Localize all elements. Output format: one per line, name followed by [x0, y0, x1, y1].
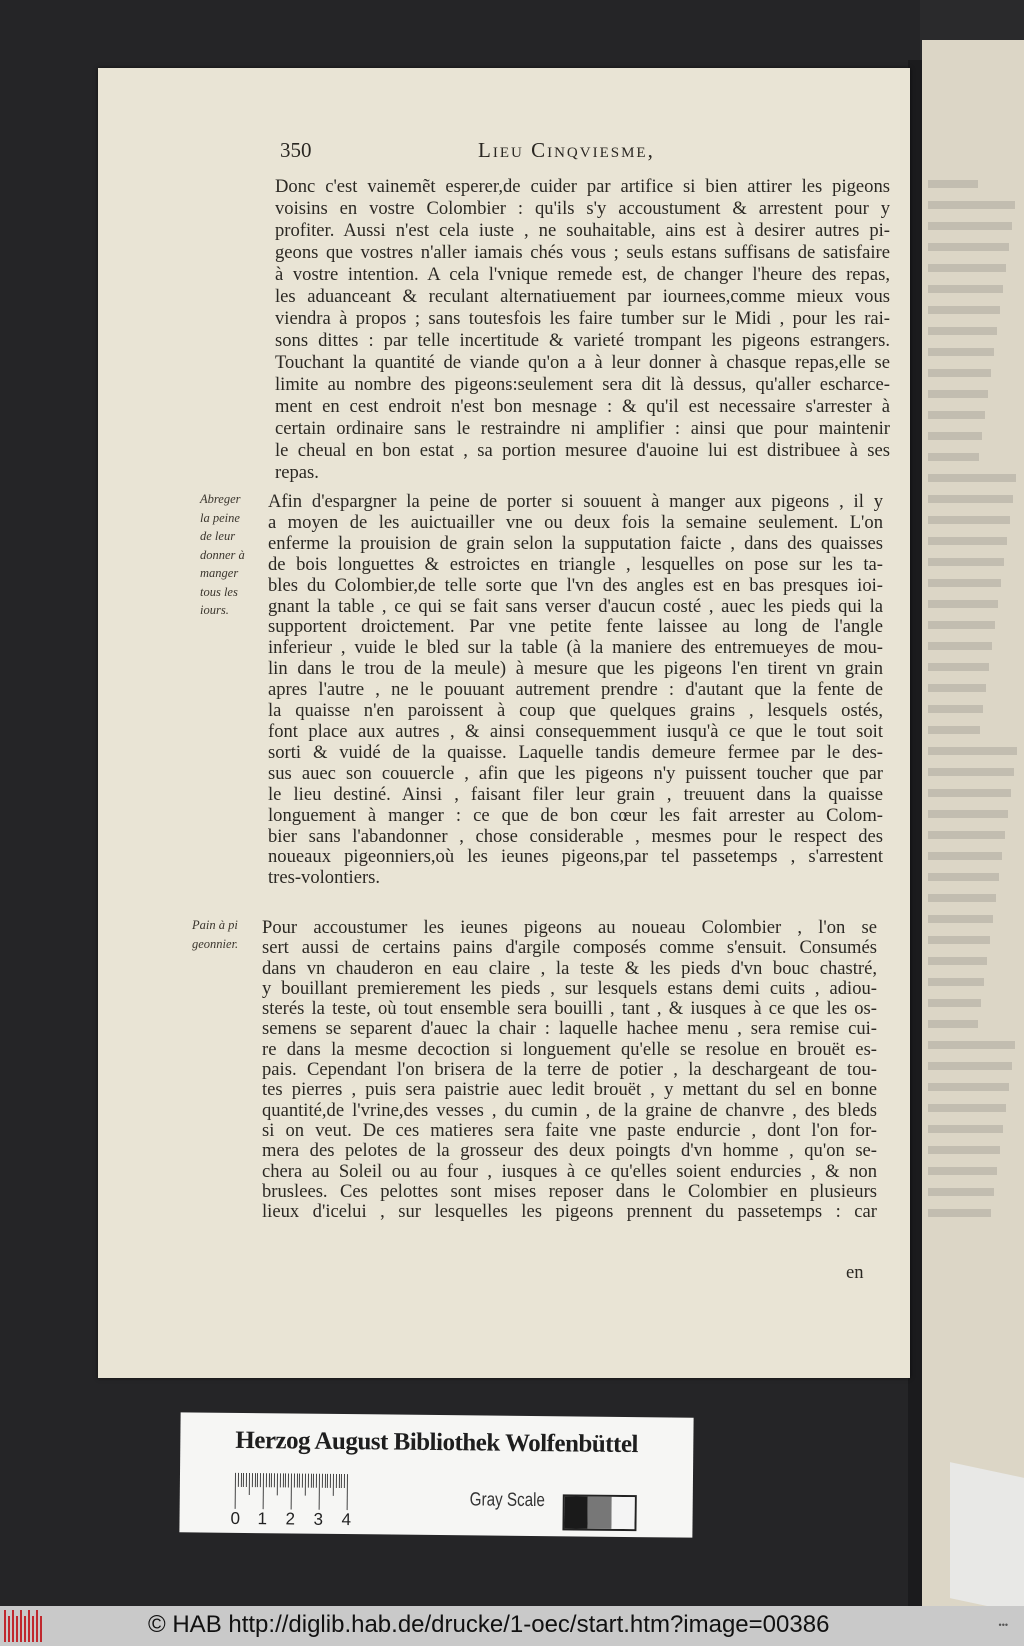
ruler-tick	[330, 1474, 331, 1488]
ruler-tick	[249, 1473, 250, 1495]
ruler-tick	[324, 1474, 325, 1488]
ruler-tick	[344, 1474, 345, 1488]
text-line: de bois longuettes & estroictes en triangle , lesquelles on pose sur les ta-	[268, 554, 883, 575]
ruler-tick	[291, 1473, 292, 1509]
marginal-note-line: iours.	[200, 603, 229, 617]
copyright-link[interactable]: © HAB http://diglib.hab.de/drucke/1-oec/start.htm?image=00386	[148, 1611, 830, 1638]
text-line: tes pierres , puis sera paistrie auec ledit brouët , y mettant du sel en bonne	[262, 1080, 877, 1101]
ruler-tick	[310, 1474, 311, 1488]
text-line: supportent droictement. Par vne petite fente laissee au long de l'angle	[268, 617, 883, 638]
ruler-tick	[302, 1474, 303, 1488]
text-line: bruslees. Ces pelottes sont mises reposer dans le Colombier en plusieurs	[262, 1181, 877, 1202]
ruler-tick	[285, 1473, 286, 1487]
text-line: sert aussi de certains pains d'argile composés comme s'ensuit. Consumés	[262, 938, 877, 959]
ruler-tick	[277, 1473, 278, 1495]
marginal-note-line: manger	[200, 566, 239, 580]
text-line: chera au Soleil ou au four , iusques à ce qu'elles soient endurcies , & non	[262, 1161, 877, 1182]
ruler-tick	[327, 1474, 328, 1488]
text-line: apres l'autre , ne le pouuant autrement prendre : d'autant que la fente de	[268, 680, 883, 701]
text-line: limite au nombre des pigeons:seulement sera dit là dessus, qu'aller escharce-	[275, 374, 890, 395]
ruler-tick	[336, 1474, 337, 1488]
text-line: mera des pelotes de la grosseur des deux poingts d'vn homme , qu'on se-	[262, 1141, 877, 1162]
text-line: sorti & vuidé de la quaisse. Laquelle tandis demeure fermee par le des-	[268, 742, 883, 763]
ruler-tick	[347, 1474, 348, 1510]
scale-ruler	[235, 1473, 347, 1510]
marginal-note-line: donner à	[200, 547, 245, 562]
gray-scale-label: Gray Scale	[469, 1489, 546, 1512]
ruler-tick	[240, 1473, 241, 1487]
text-line: bier sans l'abandonner , chose considerable , mesmes pour le respect des	[268, 826, 883, 847]
text-line: la quaisse n'en paroissent à coup que quelques grains , lesquels ostés,	[268, 701, 883, 722]
ruler-tick	[252, 1473, 253, 1487]
paragraph	[275, 176, 890, 484]
ruler-tick	[257, 1473, 258, 1487]
text-line: bles du Colombier,de telle sorte que l'vn des angles est en bas presques ioi-	[268, 575, 883, 596]
page-number: 350	[280, 138, 312, 162]
paragraph	[262, 918, 877, 1222]
ruler-tick	[313, 1474, 314, 1488]
ruler-tick	[288, 1473, 289, 1487]
facing-page-edge	[922, 40, 1024, 1606]
text-line: Pour accoustumer les ieunes pigeons au noueau Colombier , l'on se	[262, 918, 877, 938]
ruler-tick	[268, 1473, 269, 1487]
hab-logo-icon	[4, 1610, 46, 1642]
text-line: gnant la table , ce qui se fait sans verser d'aucun costé , auec les pieds qui la	[268, 596, 883, 617]
marginal-note	[192, 916, 238, 953]
ruler-tick	[333, 1474, 334, 1496]
marginal-note-line: Abreger	[200, 492, 241, 506]
text-line: à vostre intention. A cela l'vnique remede est, de changer l'heure des repas,	[275, 264, 890, 285]
ruler-tick	[238, 1473, 239, 1487]
text-line: repas.	[275, 462, 319, 483]
ruler-tick	[274, 1473, 275, 1487]
ruler-tick	[341, 1474, 342, 1488]
text-line: geons que vostres n'aller iamais chés vous ; seuls estans suffisans de satisfaire	[275, 242, 890, 263]
text-line: sterés la teste, où tout ensemble sera bouilli , tant , & iusques à ce que les os-	[262, 999, 877, 1020]
ruler-tick	[260, 1473, 261, 1487]
text-line: certain ordinaire sans le restraindre ni amplifier : ainsi que pour maintenir	[275, 418, 890, 439]
ruler-label: 4	[341, 1510, 352, 1530]
text-line: y bouillant premierement les pieds , sur lesquels estans demi cuits , adiou-	[262, 978, 877, 999]
marginal-note	[200, 490, 245, 620]
text-line: dans vn chauderon en eau claire , la teste & les pieds d'vn bouc chastré,	[262, 958, 877, 979]
ruler-tick	[305, 1474, 306, 1496]
text-line: inferieur , vuide le bled sur la table (à la maniere des entremueyes de mou-	[268, 638, 883, 659]
gray-scale-swatch	[562, 1494, 636, 1531]
text-line: le lieu destiné. Ainsi , faisant filer leur grain , treuuent dans la quaisse	[268, 784, 883, 805]
text-line: a moyen de les auictuailler vne ou deux fois la semaine seulement. L'on	[268, 512, 883, 533]
paragraph	[268, 492, 883, 889]
text-line: font place aux autres , & ainsi consequemment iusqu'à ce que le tout soit	[268, 721, 883, 742]
ruler-tick	[294, 1474, 295, 1488]
book-gutter	[908, 60, 922, 1606]
ruler-tick	[308, 1474, 309, 1488]
ruler-tick	[296, 1474, 297, 1488]
ruler-tick	[235, 1473, 236, 1509]
ruler-tick	[254, 1473, 255, 1487]
ruler-tick	[266, 1473, 267, 1487]
running-head: Lieu Cinqviesme,	[478, 138, 655, 162]
text-line: longuement à manger : ce que de bon cœur les fait arrester au Colom-	[268, 805, 883, 826]
text-line: re dans la mesme decoction si longuement qu'elle se resolue en brouët es-	[262, 1039, 877, 1060]
ruler-tick	[243, 1473, 244, 1487]
ruler-tick	[338, 1474, 339, 1488]
text-line: noueaux pigeonniers,où les ieunes pigeons,par tel passetemps , s'arrestent	[268, 847, 883, 868]
text-line: les aduanceant & reculant alternatiuement par iournees,comme mieux vous	[275, 286, 890, 307]
text-line: sons dittes : par telle incertitude & varieté trompant les pigeons estrangers.	[275, 330, 890, 351]
color-calibration-card	[179, 1412, 693, 1537]
footer-bar	[0, 1606, 1024, 1646]
text-line: pais. Cependant l'on brisera de la terre de potier , la deschargeant de tou-	[262, 1060, 877, 1081]
ruler-tick	[316, 1474, 317, 1488]
text-line: lieux d'icelui , sur lesquelles les pigeons prennent du passetemps : car	[262, 1202, 877, 1223]
text-line: sus auec son couuercle , afin que les pigeons n'y puissent toucher que par	[268, 763, 883, 784]
marginal-note-line: de leur	[200, 529, 236, 543]
catchword: en	[846, 1262, 864, 1283]
facing-color-card	[950, 1462, 1024, 1614]
text-line: voisins en vostre Colombier : qu'ils s'y accoustument & arrestent pour y	[275, 198, 890, 219]
text-line: si on veut. De ces matieres sera faite vne paste endurcie , dont l'on for-	[262, 1120, 877, 1141]
text-line: Afin d'espargner la peine de porter si souuent à manger aux pigeons , il y	[268, 492, 883, 512]
text-line: lin dans le trou de la meule) à mesure que les pigeons l'en tirent vn grain	[268, 659, 883, 680]
ruler-tick	[319, 1474, 320, 1510]
ruler-tick	[299, 1474, 300, 1488]
ruler-label: 3	[313, 1509, 324, 1529]
text-line: quantité,de l'vrine,des vesses , du cumin , de la graine de chanvre , des bleds	[262, 1100, 877, 1121]
text-line: Donc c'est vainemẽt esperer,de cuider par artifice si bien attirer les pigeons	[275, 176, 890, 197]
marginal-note-line: tous les	[200, 584, 238, 599]
library-name: Herzog August Bibliothek Wolfenbüttel	[235, 1426, 639, 1459]
marginal-note-line: geonnier.	[192, 936, 239, 951]
ruler-tick	[271, 1473, 272, 1487]
ruler-tick	[280, 1473, 281, 1487]
marginal-note-line: la peine	[200, 510, 240, 525]
ruler-tick	[246, 1473, 247, 1487]
text-line: profiter. Aussi n'est cela iuste , ne souhaitable, ains est à desirer autres pi-	[275, 220, 890, 241]
ruler-label: 2	[285, 1509, 296, 1529]
ruler-label: 1	[257, 1509, 268, 1529]
ruler-tick	[282, 1473, 283, 1487]
marginal-note-line: Pain à pi	[192, 918, 238, 932]
ruler-label: 0	[230, 1508, 241, 1528]
text-line: viendra à propos ; sans toutesfois les faire tumber sur le Midi , pour les rai-	[275, 308, 890, 329]
text-line: ment en cest endroit n'est bon mesnage : & qu'il est necessaire s'arrester à	[275, 396, 890, 417]
ruler-tick	[322, 1474, 323, 1488]
more-icon[interactable]: •••	[998, 1620, 1008, 1630]
text-line: le cheual en bon estat , sa portion mesuree d'auoine lui est distribuee à ses	[275, 440, 890, 461]
ruler-tick	[263, 1473, 264, 1509]
text-line: Touchant la quantité de viande qu'on a à leur donner à chasque repas,elle se	[275, 352, 890, 373]
text-line: semens se separent d'auec la chair : laquelle hachee menu , sera remise cui-	[262, 1019, 877, 1040]
text-line: enferme la prouision de grain selon la supputation faicte , dans des quaisses	[268, 533, 883, 554]
text-line: tres-volontiers.	[268, 868, 381, 889]
